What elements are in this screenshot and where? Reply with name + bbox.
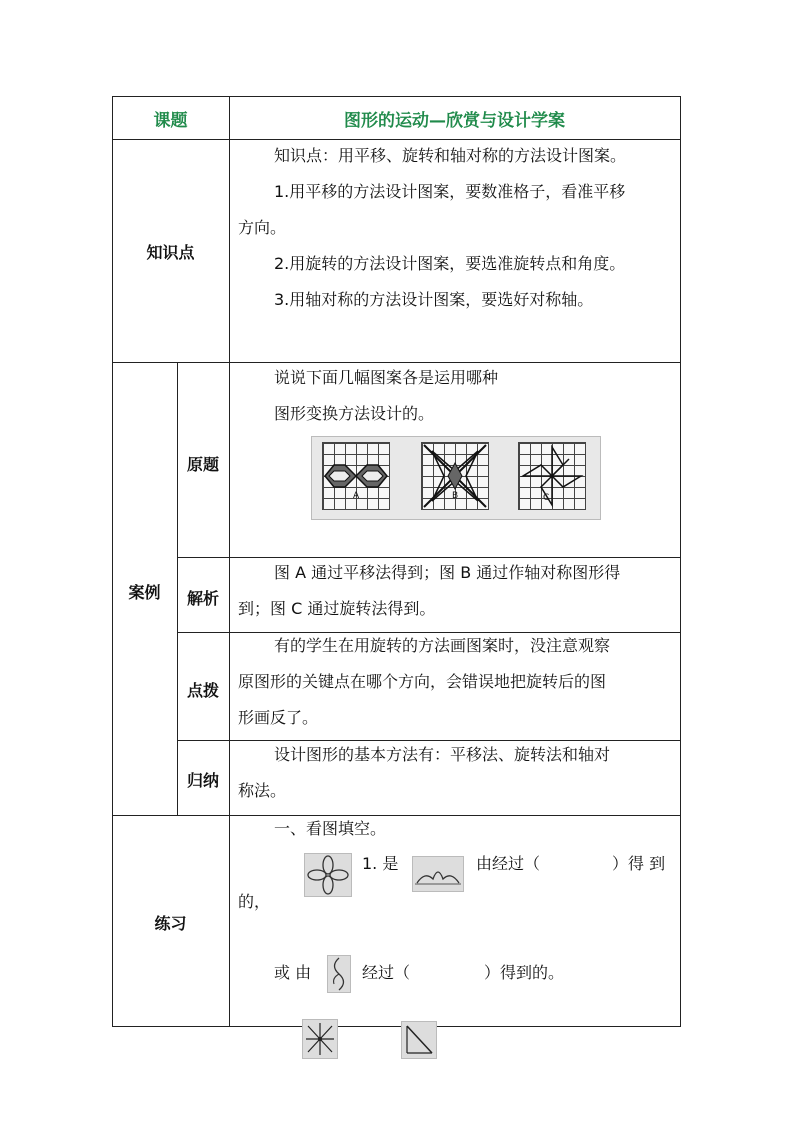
analysis-label: 解析 (186, 589, 219, 608)
summary-text (238, 737, 674, 809)
flower-pattern-image (304, 853, 352, 897)
summary-line: 称法。 (238, 781, 287, 800)
tips-line: 形画反了。 (238, 708, 319, 727)
q1-prefix: 1. 是 (362, 854, 399, 873)
knowledge-label: 知识点 (146, 243, 195, 262)
half-flower-image (412, 856, 464, 892)
knowledge-line: 2.用旋转的方法设计图案，要选准旋转点和角度。 (274, 254, 626, 273)
original-text (274, 360, 674, 432)
figure-c-label: C (543, 493, 550, 503)
case-label: 案例 (128, 583, 161, 602)
figure-b-label: B (452, 491, 459, 501)
figure-c-icon (519, 443, 585, 509)
figure-c-grid (518, 442, 586, 510)
q1-tail: 的， (238, 892, 271, 911)
analysis-text (238, 555, 674, 627)
practice-heading: 一、看图填空。 (274, 819, 387, 838)
q1-alt-end: ）得到的。 (484, 963, 565, 982)
figure-photo (311, 436, 601, 520)
knowledge-line: 方向。 (238, 218, 287, 237)
header-topic-label: 课题 (153, 111, 188, 131)
knowledge-content (238, 138, 674, 318)
star-lines-image (302, 1019, 338, 1059)
tips-line: 原图形的关键点在哪个方向，会错误地把旋转后的图 (238, 672, 607, 691)
q1-mid: 由经过（ (476, 854, 541, 873)
diagonal-arrow-icon (402, 1022, 436, 1058)
q1-alt-mid: 经过（ (362, 963, 411, 982)
original-line: 图形变换方法设计的。 (274, 404, 435, 423)
knowledge-line: 知识点：用平移、旋转和轴对称的方法设计图案。 (274, 146, 627, 165)
star-lines-icon (303, 1020, 337, 1058)
q1-alt-blank[interactable] (420, 978, 482, 979)
tips-line: 有的学生在用旋转的方法画图案时，没注意观察 (274, 636, 611, 655)
half-flower-icon (413, 857, 463, 891)
analysis-line: 图 A 通过平移法得到；图 B 通过作轴对称图形得 (274, 563, 621, 582)
knowledge-line: 3.用轴对称的方法设计图案，要选好对称轴。 (274, 290, 594, 309)
flower-pattern-icon (305, 854, 351, 896)
figure-a-grid (322, 442, 390, 510)
practice-label: 练习 (154, 914, 187, 933)
figure-b-grid (421, 442, 489, 510)
page-title: 图形的运动—欣赏与设计学案 (344, 111, 565, 131)
analysis-line: 到；图 C 通过旋转法得到。 (238, 599, 436, 618)
summary-label: 归纳 (186, 771, 219, 790)
summary-line: 设计图形的基本方法有：平移法、旋转法和轴对 (274, 745, 611, 764)
original-label: 原题 (186, 455, 219, 474)
q1-blank[interactable] (548, 870, 610, 871)
original-line: 说说下面几幅图案各是运用哪种 (274, 368, 499, 387)
tips-label: 点拨 (186, 681, 219, 700)
knowledge-line: 1.用平移的方法设计图案，要数准格子，看准平移 (274, 182, 626, 201)
petal-icon (328, 956, 350, 992)
q1-alt-prefix: 或 由 (274, 963, 312, 982)
tips-text (238, 628, 674, 736)
petal-image (327, 955, 351, 993)
figure-a-label: A (353, 491, 360, 501)
q1-end: ）得 到 (612, 854, 666, 873)
diagonal-arrow-image (401, 1021, 437, 1059)
